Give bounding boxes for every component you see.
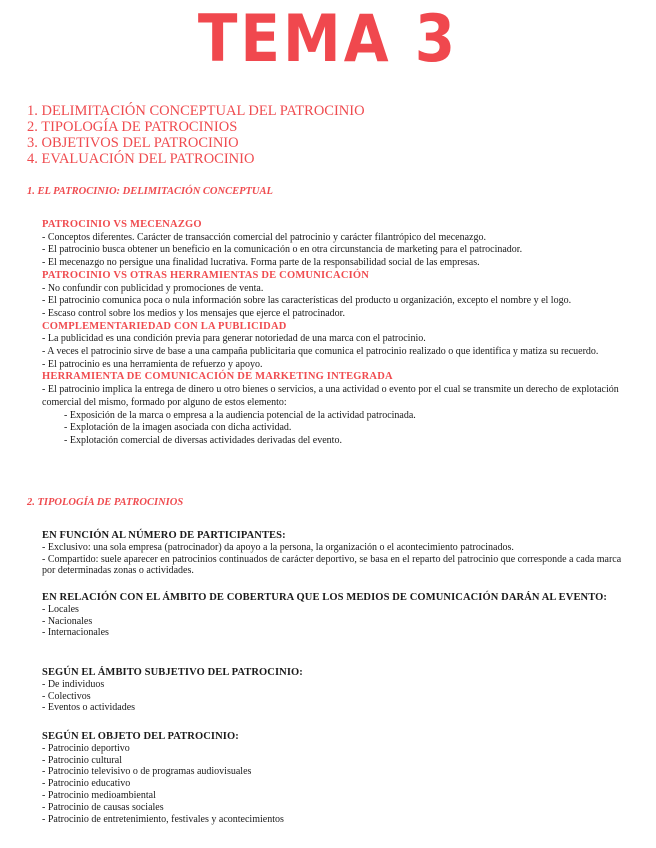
- list-item: - Nacionales: [42, 615, 93, 627]
- paragraph-line: - El patrocinio implica la entrega de dinero u otro bienes o servicios, a una actividad o evento por el cual se transmite un derecho de explotación comercial del mismo, formado por alguno de estos elemento:: [42, 384, 619, 408]
- indented-item: - Exposición de la marca o empresa a la audiencia potencial de la actividad patrocinada.: [64, 409, 416, 421]
- paragraph-line: - El patrocinio es una herramienta de refuerzo y apoyo.: [42, 358, 263, 370]
- paragraph-line: - El mecenazgo no persigue una finalidad lucrativa. Forma parte de la responsabilidad social de las empresas.: [42, 257, 480, 269]
- subheading: HERRAMIENTA DE COMUNICACIÓN DE MARKETING INTEGRADA: [42, 371, 393, 383]
- section-1-body: [42, 219, 632, 448]
- list-item: - Internacionales: [42, 627, 109, 639]
- subheading: SEGÚN EL ÁMBITO SUBJETIVO DEL PATROCINIO:: [42, 667, 303, 678]
- section-2-group: [42, 530, 632, 577]
- paragraph-line: - A veces el patrocinio sirve de base a una campaña publicitaria que comunica el patrocinio realizado o que identifica y matiza su recuerdo.: [42, 346, 599, 358]
- toc-item: 3. OBJETIVOS DEL PATROCINIO: [27, 135, 239, 151]
- list-item: - Patrocinio cultural: [42, 754, 122, 766]
- list-item: - Locales: [42, 603, 79, 615]
- toc-item: 2. TIPOLOGÍA DE PATROCINIOS: [27, 119, 238, 135]
- section-2-group: [42, 731, 632, 825]
- table-of-contents: [27, 103, 365, 167]
- list-item: - Patrocinio televisivo o de programas audiovisuales: [42, 766, 252, 778]
- list-item: - Colectivos: [42, 690, 91, 702]
- section-2-group: [42, 667, 632, 714]
- subheading: COMPLEMENTARIEDAD CON LA PUBLICIDAD: [42, 320, 287, 332]
- list-item: - Patrocinio deportivo: [42, 742, 130, 754]
- page-title: TEMA 3: [197, 0, 459, 77]
- paragraph-line: - El patrocinio busca obtener un beneficio en la comunicación o en otra circunstancia de marketing para el patrocinador.: [42, 244, 523, 256]
- list-item: - Patrocinio educativo: [42, 778, 131, 790]
- list-item: - Patrocinio de entretenimiento, festivales y acontecimientos: [42, 813, 284, 825]
- list-item: - De individuos: [42, 678, 105, 690]
- indented-item: - Explotación comercial de diversas actividades derivadas del evento.: [64, 434, 342, 446]
- indented-item: - Explotación de la imagen asociada con dicha actividad.: [64, 422, 292, 434]
- paragraph-line: - Conceptos diferentes. Carácter de transacción comercial del patrocinio y carácter filantrópico del mecenazgo.: [42, 231, 486, 243]
- list-item: - Eventos o actividades: [42, 702, 136, 714]
- subheading: EN FUNCIÓN AL NÚMERO DE PARTICIPANTES:: [42, 530, 286, 541]
- subheading: PATROCINIO VS MECENAZGO: [42, 219, 202, 230]
- list-item: - Patrocinio de causas sociales: [42, 801, 164, 813]
- paragraph-line: - El patrocinio comunica poca o nula información sobre las características del producto u organización, excepto el nombre y el logo.: [42, 295, 572, 307]
- subheading: PATROCINIO VS OTRAS HERRAMIENTAS DE COMUNICACIÓN: [42, 269, 370, 281]
- list-item: - Patrocinio medioambiental: [42, 789, 156, 801]
- section-2-group: [42, 592, 632, 639]
- section-1-heading: 1. EL PATROCINIO: DELIMITACIÓN CONCEPTUAL: [27, 186, 273, 197]
- paragraph-line: - Exclusivo: una sola empresa (patrocinador) da apoyo a la persona, la organización o el acontecimiento patrocinados.: [42, 541, 514, 553]
- subheading: SEGÚN EL OBJETO DEL PATROCINIO:: [42, 731, 239, 742]
- paragraph-line: - Escaso control sobre los medios y los mensajes que ejerce el patrocinador.: [42, 307, 345, 319]
- toc-item: 4. EVALUACIÓN DEL PATROCINIO: [27, 151, 255, 167]
- paragraph-line: - Compartido: suele aparecer en patrocinios continuados de carácter deportivo, se basa en el reparto del patrocinio que corresponde a cada marca por determinadas zonas o actividades.: [42, 553, 622, 577]
- section-2-heading: 2. TIPOLOGÍA DE PATROCINIOS: [27, 497, 184, 508]
- paragraph-line: - No confundir con publicidad y promociones de venta.: [42, 282, 264, 294]
- subheading: EN RELACIÓN CON EL ÁMBITO DE COBERTURA QUE LOS MEDIOS DE COMUNICACIÓN DARÁN AL EVENTO:: [42, 592, 608, 603]
- toc-item: 1. DELIMITACIÓN CONCEPTUAL DEL PATROCINIO: [27, 103, 365, 119]
- paragraph-line: - La publicidad es una condición previa para generar notoriedad de una marca con el patrocinio.: [42, 333, 426, 345]
